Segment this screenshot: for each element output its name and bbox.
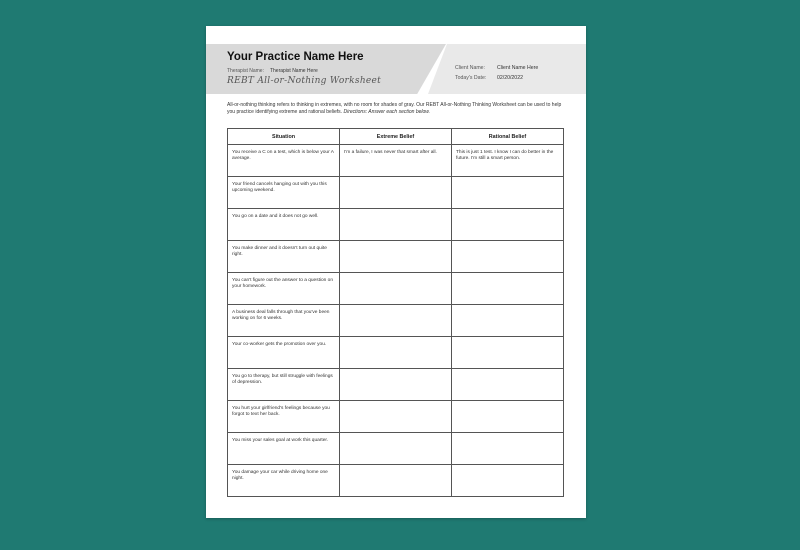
- table-row: [228, 401, 564, 433]
- table-body: [228, 145, 564, 497]
- client-name: Client Name Here: [497, 65, 539, 71]
- date-row: [455, 75, 523, 81]
- extreme-belief-cell[interactable]: [340, 465, 452, 497]
- column-header-extreme-belief: Extreme Belief: [340, 129, 452, 145]
- table-row: [228, 241, 564, 273]
- extreme-belief-cell[interactable]: [340, 337, 452, 369]
- extreme-belief-cell[interactable]: [340, 241, 452, 273]
- extreme-belief-cell[interactable]: [340, 433, 452, 465]
- situation-cell-text: You damage your car while driving home one night.: [232, 470, 328, 481]
- situation-cell: [228, 241, 340, 273]
- extreme-belief-cell-text: [340, 241, 451, 246]
- situation-cell: [228, 337, 340, 369]
- situation-cell: [228, 465, 340, 497]
- therapist-row: [227, 68, 318, 74]
- rational-belief-cell-text: [452, 465, 563, 470]
- rational-belief-cell-text: [452, 433, 563, 438]
- situation-cell-text: A business deal falls through that you've been working on for 6 weeks.: [232, 310, 330, 321]
- practice-name: Your Practice Name Here: [227, 51, 364, 63]
- situation-cell-text: You go to therapy, but still struggle with feelings of depression.: [232, 374, 333, 385]
- rational-belief-cell[interactable]: [452, 145, 564, 177]
- situation-cell: [228, 145, 340, 177]
- extreme-belief-cell-text: [340, 273, 451, 278]
- rational-belief-cell-text: [452, 209, 563, 214]
- rational-belief-cell[interactable]: [452, 241, 564, 273]
- situation-cell: [228, 273, 340, 305]
- situation-cell: [228, 177, 340, 209]
- situation-cell-text: You can't figure out the answer to a question on your homework.: [232, 278, 334, 289]
- worksheet-title: REBT All-or-Nothing Worksheet: [227, 76, 382, 86]
- rational-belief-cell[interactable]: [452, 273, 564, 305]
- situation-cell-text: You hurt your girlfriend's feelings because you forgot to text her back.: [232, 406, 330, 417]
- rational-belief-cell-text: [452, 369, 563, 374]
- extreme-belief-cell-text: [340, 369, 451, 374]
- table-header-row: [228, 129, 564, 145]
- rational-belief-cell-text: [452, 305, 563, 310]
- rational-belief-cell[interactable]: [452, 401, 564, 433]
- situation-cell-text: You miss your sales goal at work this quarter.: [232, 438, 329, 443]
- intro-paragraph: [227, 102, 567, 116]
- extreme-belief-cell[interactable]: [340, 401, 452, 433]
- therapist-label: Therapist Name:: [227, 68, 264, 74]
- date-value: 02/20/2022: [497, 75, 523, 81]
- therapist-name: Therapist Name Here: [269, 68, 318, 74]
- extreme-belief-cell[interactable]: [340, 305, 452, 337]
- table-row: [228, 273, 564, 305]
- rational-belief-cell[interactable]: [452, 433, 564, 465]
- table-row: [228, 465, 564, 497]
- rational-belief-cell[interactable]: [452, 337, 564, 369]
- date-label: Today's Date:: [455, 75, 487, 81]
- extreme-belief-cell-text: [340, 177, 451, 182]
- worksheet-header: [206, 44, 586, 94]
- extreme-belief-cell-text: [340, 305, 451, 310]
- rational-belief-cell[interactable]: [452, 305, 564, 337]
- table-row: [228, 305, 564, 337]
- extreme-belief-cell-text: I'm a failure, I was never that smart after all.: [344, 150, 437, 155]
- extreme-belief-cell-text: [340, 209, 451, 214]
- situation-cell-text: You go on a date and it does not go well.: [232, 214, 319, 219]
- rational-belief-cell[interactable]: [452, 369, 564, 401]
- rational-belief-cell-text: This is just 1 test. I know I can do better in the future. I'm still a smart person.: [456, 150, 554, 161]
- rational-belief-cell[interactable]: [452, 465, 564, 497]
- extreme-belief-cell[interactable]: [340, 273, 452, 305]
- situation-cell: [228, 401, 340, 433]
- situation-cell-text: You make dinner and it doesn't turn out quite right.: [232, 246, 327, 257]
- situation-cell: [228, 209, 340, 241]
- intro-text: All-or-nothing thinking refers to thinking in extremes, with no room for shades of gray. Our REBT All-or-Nothing Thinking Worksheet can be used to help you practice identifying extreme and rational beliefs.: [227, 102, 562, 115]
- rational-belief-cell[interactable]: [452, 177, 564, 209]
- table-row: [228, 145, 564, 177]
- extreme-belief-cell-text: [340, 433, 451, 438]
- worksheet-page: [206, 26, 586, 518]
- extreme-belief-cell-text: [340, 465, 451, 470]
- extreme-belief-cell[interactable]: [340, 177, 452, 209]
- table-row: [228, 177, 564, 209]
- situation-cell: [228, 305, 340, 337]
- column-header-rational-belief: Rational Belief: [452, 129, 564, 145]
- extreme-belief-cell[interactable]: [340, 209, 452, 241]
- extreme-belief-cell[interactable]: [340, 145, 452, 177]
- table-row: [228, 209, 564, 241]
- table-row: [228, 433, 564, 465]
- client-label: Client Name:: [455, 65, 485, 71]
- client-row: [455, 65, 538, 71]
- rational-belief-cell-text: [452, 241, 563, 246]
- extreme-belief-cell-text: [340, 337, 451, 342]
- rational-belief-cell-text: [452, 273, 563, 278]
- rational-belief-cell-text: [452, 401, 563, 406]
- situation-cell-text: Your friend cancels hanging out with you this upcoming weekend.: [232, 182, 327, 193]
- situation-cell-text: Your co-worker gets the promotion over you.: [232, 342, 327, 347]
- situation-cell-text: You receive a C on a test, which is below your A average.: [232, 150, 334, 161]
- situation-cell: [228, 433, 340, 465]
- situation-cell: [228, 369, 340, 401]
- extreme-belief-cell[interactable]: [340, 369, 452, 401]
- column-header-situation: Situation: [228, 129, 340, 145]
- table-row: [228, 369, 564, 401]
- worksheet-table: [227, 128, 564, 497]
- rational-belief-cell-text: [452, 177, 563, 182]
- rational-belief-cell-text: [452, 337, 563, 342]
- extreme-belief-cell-text: [340, 401, 451, 406]
- table-row: [228, 337, 564, 369]
- rational-belief-cell[interactable]: [452, 209, 564, 241]
- intro-directions: Directions: Answer each section below.: [343, 108, 430, 115]
